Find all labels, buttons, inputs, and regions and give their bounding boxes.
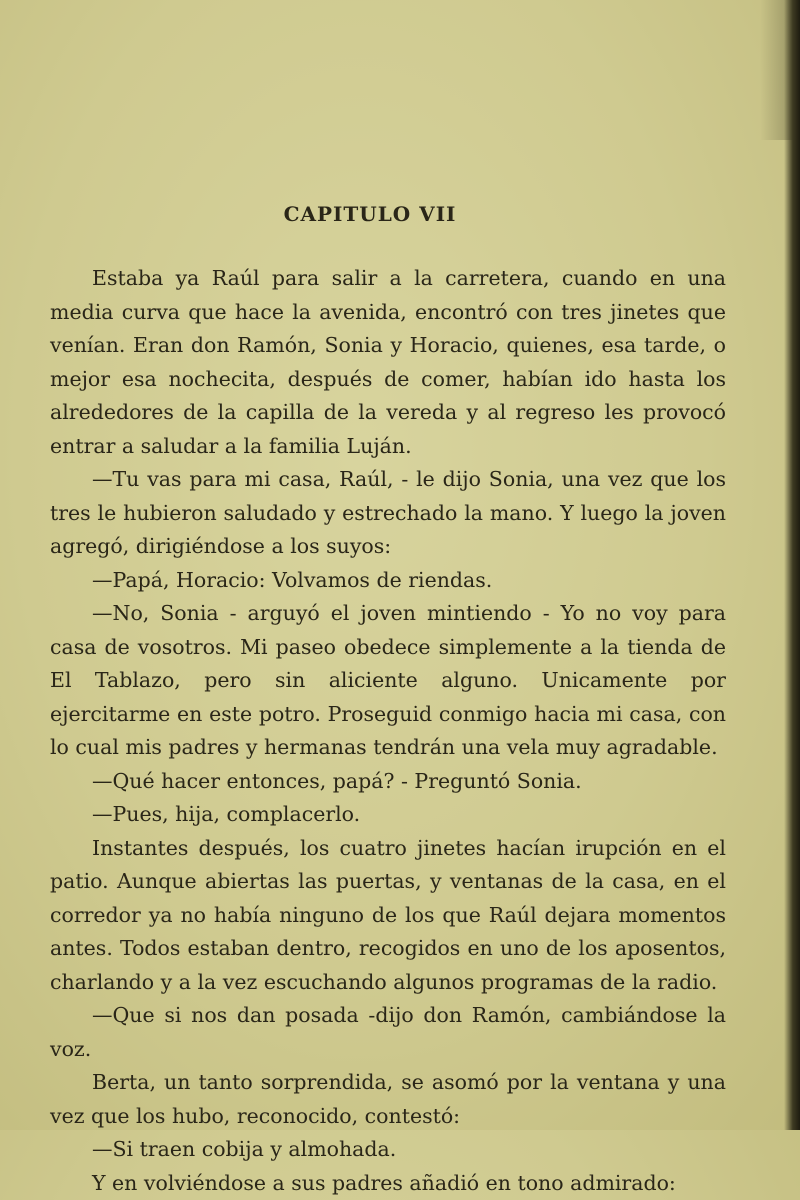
- paragraph-7: Instantes después, los cuatro jinetes hacían irupción en el patio. Aunque abiertas las puertas, y ventanas de la casa, en el corredor ya no había ninguno de los que Raúl dejara momentos antes. Todos estaban dentro, recogidos en uno de los aposentos, charlando y a la vez escuchando algunos programas de la radio.: [50, 832, 726, 1000]
- chapter-title: CAPITULO VII: [0, 202, 740, 226]
- paragraph-4: —No, Sonia - arguyó el joven mintiendo - Yo no voy para casa de vosotros. Mi paseo obedece simplemente a la tienda de El Tablazo, pero sin aliciente alguno. Unicamente por ejercitarme en este potro. Proseguid conmigo hacia mi casa, con lo cual mis padres y hermanas tendrán una vela muy agradable.: [50, 597, 726, 765]
- paragraph-5: —Qué hacer entonces, papá? - Preguntó Sonia.: [50, 765, 726, 799]
- paragraph-10: —Si traen cobija y almohada.: [50, 1133, 726, 1167]
- paragraph-3: —Papá, Horacio: Volvamos de riendas.: [50, 564, 726, 598]
- body-text: [50, 262, 726, 1200]
- paragraph-8: —Que si nos dan posada -dijo don Ramón, cambiándose la voz.: [50, 999, 726, 1066]
- paragraph-9: Berta, un tanto sorprendida, se asomó por la ventana y una vez que los hubo, reconocido, contestó:: [50, 1066, 726, 1133]
- paragraph-2: —Tu vas para mi casa, Raúl, - le dijo Sonia, una vez que los tres le hubieron saludado y estrechado la mano. Y luego la joven agregó, dirigiéndose a los suyos:: [50, 463, 726, 564]
- paragraph-6: —Pues, hija, complacerlo.: [50, 798, 726, 832]
- paragraph-1: Estaba ya Raúl para salir a la carretera, cuando en una media curva que hace la avenida, encontró con tres jinetes que venían. Eran don Ramón, Sonia y Horacio, quienes, esa tarde, o mejor esa nochecita, después de comer, habían ido hasta los alrededores de la capilla de la vereda y al regreso les provocó entrar a saludar a la familia Luján.: [50, 262, 726, 463]
- page-edge-binding: [784, 0, 800, 1130]
- paragraph-11: Y en volviéndose a sus padres añadió en tono admirado:: [50, 1167, 726, 1200]
